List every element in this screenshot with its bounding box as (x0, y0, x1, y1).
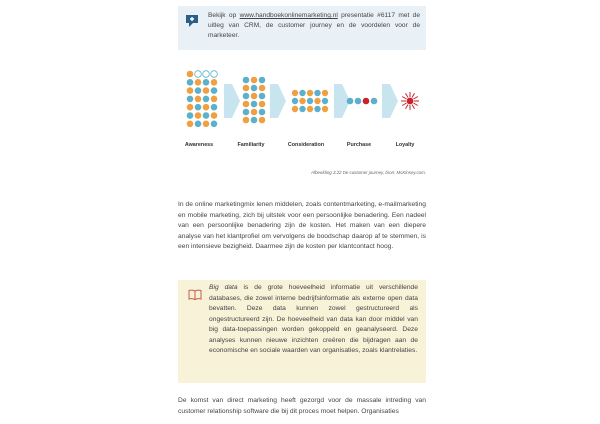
awareness-dot (211, 87, 218, 94)
loyalty-ray (402, 97, 406, 100)
consideration-dot (307, 106, 313, 112)
figure-caption: Afbeelding 3.22 De customer journey, bron: McKinsey.com. (310, 170, 426, 175)
familiarity-dot (243, 101, 250, 108)
awareness-dot (187, 96, 194, 103)
loyalty-ray (402, 103, 406, 106)
definition-term: Big data (209, 284, 238, 291)
loyalty-ray (412, 93, 415, 97)
consideration-dot (307, 98, 313, 104)
definition-text: is de grote hoeveelheid informatie uit verschillende databases, die zowel interne bedrijfsinformatie als externe open data bevatten. Deze data kunnen zowel gestructureerd als ongestructureerd zijn. De hoeveelheid van data kan door middel van big data-toepassingen worden gekoppeld en geanalyseerd. Deze analyses kunnen nieuwe inzichten creëren die bijdragen aan de economische en sociale waarden van organisaties, zoals klantrelaties. (209, 284, 418, 354)
stage-label-familiarity: Familiarity (237, 142, 265, 148)
arrow-4 (382, 84, 398, 118)
awareness-dot (211, 104, 218, 111)
familiarity-dot (259, 77, 266, 84)
note-text-before: Bekijk op (208, 12, 240, 19)
body-paragraph-1: In de online marketingmix lenen middelen, zoals contentmarketing, e-mailmarketing en mobile marketing, zich bij uitstek voor een persoonlijke benadering. Een nadeel van een persoonlijke benadering zijn de kosten. Het maken van een diepere analyse van het klantprofiel om vervolgens de boodschap daarop af te stemmen, is een intensieve bezigheid. Daarmee zijn de kosten per klantcontact hoog. (178, 201, 426, 250)
awareness-dot (187, 79, 194, 86)
awareness-dot (211, 96, 218, 103)
book-icon (188, 289, 202, 305)
awareness-dot (211, 71, 218, 78)
familiarity-dot (243, 93, 250, 100)
awareness-dot (195, 87, 202, 94)
familiarity-dot (259, 117, 266, 124)
consideration-dot (314, 98, 320, 104)
arrow-2 (270, 84, 286, 118)
purchase-dot (355, 98, 362, 105)
familiarity-dot (259, 101, 266, 108)
awareness-dot (203, 121, 210, 128)
familiarity-dot (251, 117, 258, 124)
journey-graphic (178, 66, 426, 146)
awareness-dot (187, 71, 194, 78)
familiarity-dot (243, 77, 250, 84)
awareness-dot (203, 79, 210, 86)
consideration-dot (299, 90, 305, 96)
familiarity-dot (251, 77, 258, 84)
consideration-dot (292, 90, 298, 96)
awareness-dot (203, 96, 210, 103)
consideration-dot (299, 98, 305, 104)
consideration-dot (292, 98, 298, 104)
presentation-icon (185, 14, 201, 32)
consideration-dot (322, 90, 328, 96)
familiarity-dot (251, 109, 258, 116)
awareness-dot (187, 87, 194, 94)
consideration-dot (307, 90, 313, 96)
consideration-dot (292, 106, 298, 112)
awareness-dot (187, 112, 194, 119)
awareness-dot (187, 104, 194, 111)
familiarity-dot (243, 117, 250, 124)
familiarity-dot (259, 85, 266, 92)
loyalty-dot (407, 98, 414, 105)
awareness-dot (203, 87, 210, 94)
awareness-dot (195, 104, 202, 111)
stage-label-purchase: Purchase (346, 142, 372, 148)
familiarity-dot (251, 101, 258, 108)
stage-label-consideration: Consideration (287, 142, 325, 148)
awareness-dot (203, 112, 210, 119)
familiarity-dot (243, 109, 250, 116)
awareness-dot (203, 71, 210, 78)
awareness-dot (187, 121, 194, 128)
loyalty-ray (406, 104, 409, 108)
awareness-dot (195, 71, 202, 78)
consideration-dot (314, 90, 320, 96)
definition-box (178, 280, 426, 383)
purchase-dot (371, 98, 378, 105)
awareness-dot (211, 112, 218, 119)
purchase-dot (347, 98, 354, 105)
loyalty-ray (413, 97, 417, 100)
note-text-after: presentatie #6117 met de uitleg van CRM, de customer journey en de voordelen voor de marketeer. (208, 12, 420, 39)
stage-label-loyalty: Loyalty (395, 142, 415, 148)
loyalty-ray (412, 104, 415, 108)
loyalty-ray (406, 93, 409, 97)
presentation-note (178, 6, 426, 50)
handboek-link[interactable]: www.handboekonlinemarketing.nl (239, 12, 338, 19)
familiarity-dot (259, 93, 266, 100)
awareness-dot (211, 79, 218, 86)
familiarity-dot (259, 109, 266, 116)
purchase-dot (363, 98, 370, 105)
arrow-1 (224, 84, 240, 118)
awareness-dot (195, 121, 202, 128)
awareness-dot (195, 79, 202, 86)
consideration-dot (322, 106, 328, 112)
consideration-dot (299, 106, 305, 112)
awareness-dot (211, 121, 218, 128)
awareness-dot (195, 96, 202, 103)
consideration-dot (314, 106, 320, 112)
consideration-dot (322, 98, 328, 104)
awareness-dot (203, 104, 210, 111)
body-paragraph-2: De komst van direct marketing heeft gezorgd voor de massale intreding van customer relationship software die bij dit proces moet helpen. Organisaties (178, 397, 426, 415)
familiarity-dot (251, 93, 258, 100)
awareness-dot (195, 112, 202, 119)
familiarity-dot (251, 85, 258, 92)
stage-label-awareness: Awareness (184, 142, 214, 148)
familiarity-dot (243, 85, 250, 92)
customer-journey-figure (178, 66, 426, 166)
loyalty-ray (413, 103, 417, 106)
